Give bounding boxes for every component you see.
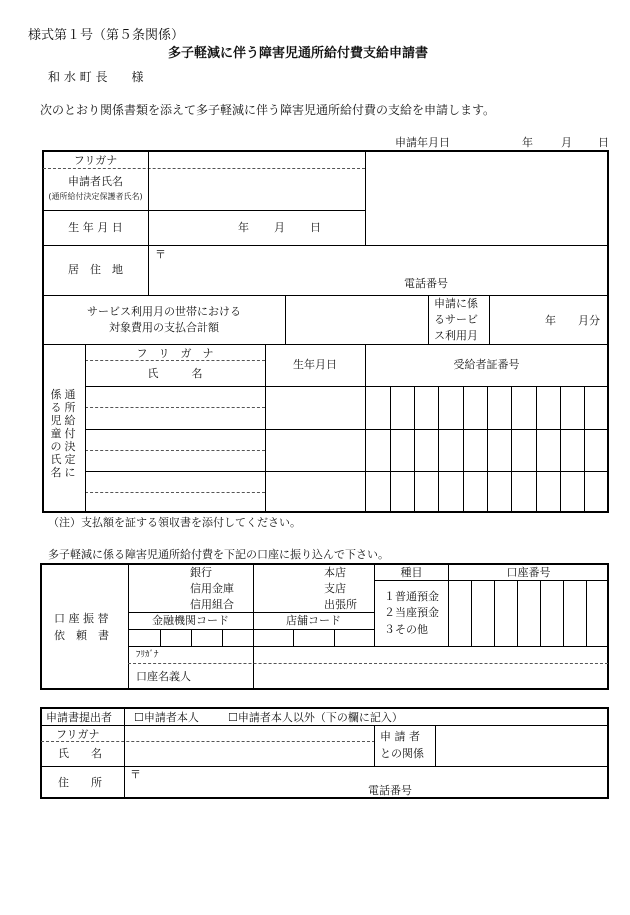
child-birth-header: 生年月日 [293,358,337,371]
application-date-year: 年 [522,136,533,149]
submitter-option-other[interactable]: ☐申請者本人以外（下の欄に記入） [228,711,403,724]
branch-type-office: 出張所 [324,598,357,611]
intro-text: 次のとおり関係書類を添えて多子軽減に伴う障害児通所給付費の支給を申請します。 [40,103,496,117]
bank-intro: 多子軽減に係る障害児通所給付費を下記の口座に振り込んで下さい。 [48,548,389,561]
submitter-furigana-label: フリガナ [56,728,100,741]
child-furigana-header: フ リ ガ ナ [136,347,214,360]
bank-label-2: 依 頼 書 [54,629,109,642]
applicant-postal-mark: 〒 [155,248,166,261]
applicant-name-label: 申請者氏名 [68,175,123,188]
service-month-year: 年 [545,314,556,327]
form-number: 様式第１号（第５条関係） [28,28,185,43]
submitter-label: 申請書提出者 [46,711,112,724]
applicant-address-label: 居 住 地 [68,263,123,276]
receipt-note: （注）支払額を証する領収書を添付してください。 [48,516,301,529]
submitter-option-self[interactable]: ☐申請者本人 [134,711,199,724]
application-date-day: 日 [598,136,609,149]
service-month-label-2: るサービ [434,313,478,326]
application-date-month: 月 [561,136,572,149]
applicant-birth-day: 日 [310,221,321,234]
account-number-header: 口座番号 [506,566,551,579]
holder-kana-label: ﾌﾘｶﾞﾅ [136,650,159,660]
children-label-col2: 係る児童の氏名 [50,388,62,479]
submitter-phone-label: 電話番号 [368,784,412,797]
cost-total-label-1: サービス利用月の世帯における [87,305,241,318]
service-month-label-3: ス利用月 [434,329,478,342]
page-title: 多子軽減に伴う障害児通所給付費支給申請書 [168,46,429,61]
addressee: 和 水 町 長 様 [48,70,144,84]
relationship-label-2: との関係 [380,747,424,760]
bank-type-kumiai: 信用組合 [190,598,234,611]
cost-total-label-2: 対象費用の支払合計額 [109,321,219,334]
submitter-postal-mark: 〒 [130,768,141,781]
children-label-col1: 通所給付決定に [64,388,76,479]
applicant-name-note: (通所給付決定保護者氏名) [48,192,143,201]
account-type-header: 種目 [400,566,423,579]
bank-type-shinkin: 信用金庫 [190,582,234,595]
applicant-birth-label: 生 年 月 日 [68,221,123,234]
applicant-furigana-label: フリガナ [73,154,118,167]
service-month-month: 月分 [578,314,600,327]
branch-type-main: 本店 [324,566,346,579]
branch-type-branch: 支店 [324,582,346,595]
account-holder-label: 口座名義人 [136,670,191,683]
submitter-address-label: 住 所 [58,776,102,789]
application-date-label: 申請年月日 [395,136,450,149]
child-name-header: 氏 名 [147,367,203,380]
applicant-birth-year: 年 [238,221,249,234]
account-type-other: ３その他 [384,623,428,636]
applicant-birth-month: 月 [274,221,285,234]
account-type-current: ２当座預金 [384,606,439,619]
bank-label-1: 口 座 振 替 [54,612,109,625]
service-month-label-1: 申請に係 [434,297,478,310]
submitter-name-label: 氏 名 [58,747,102,760]
bank-code-label: 金融機関コード [152,614,229,627]
branch-code-label: 店舗コード [286,614,341,627]
account-type-ordinary: １普通預金 [384,590,439,603]
child-cert-header: 受給者証番号 [453,358,520,371]
relationship-label-1: 申 請 者 [380,730,420,743]
bank-type-bank: 銀行 [190,566,212,579]
applicant-phone-label: 電話番号 [404,277,448,290]
